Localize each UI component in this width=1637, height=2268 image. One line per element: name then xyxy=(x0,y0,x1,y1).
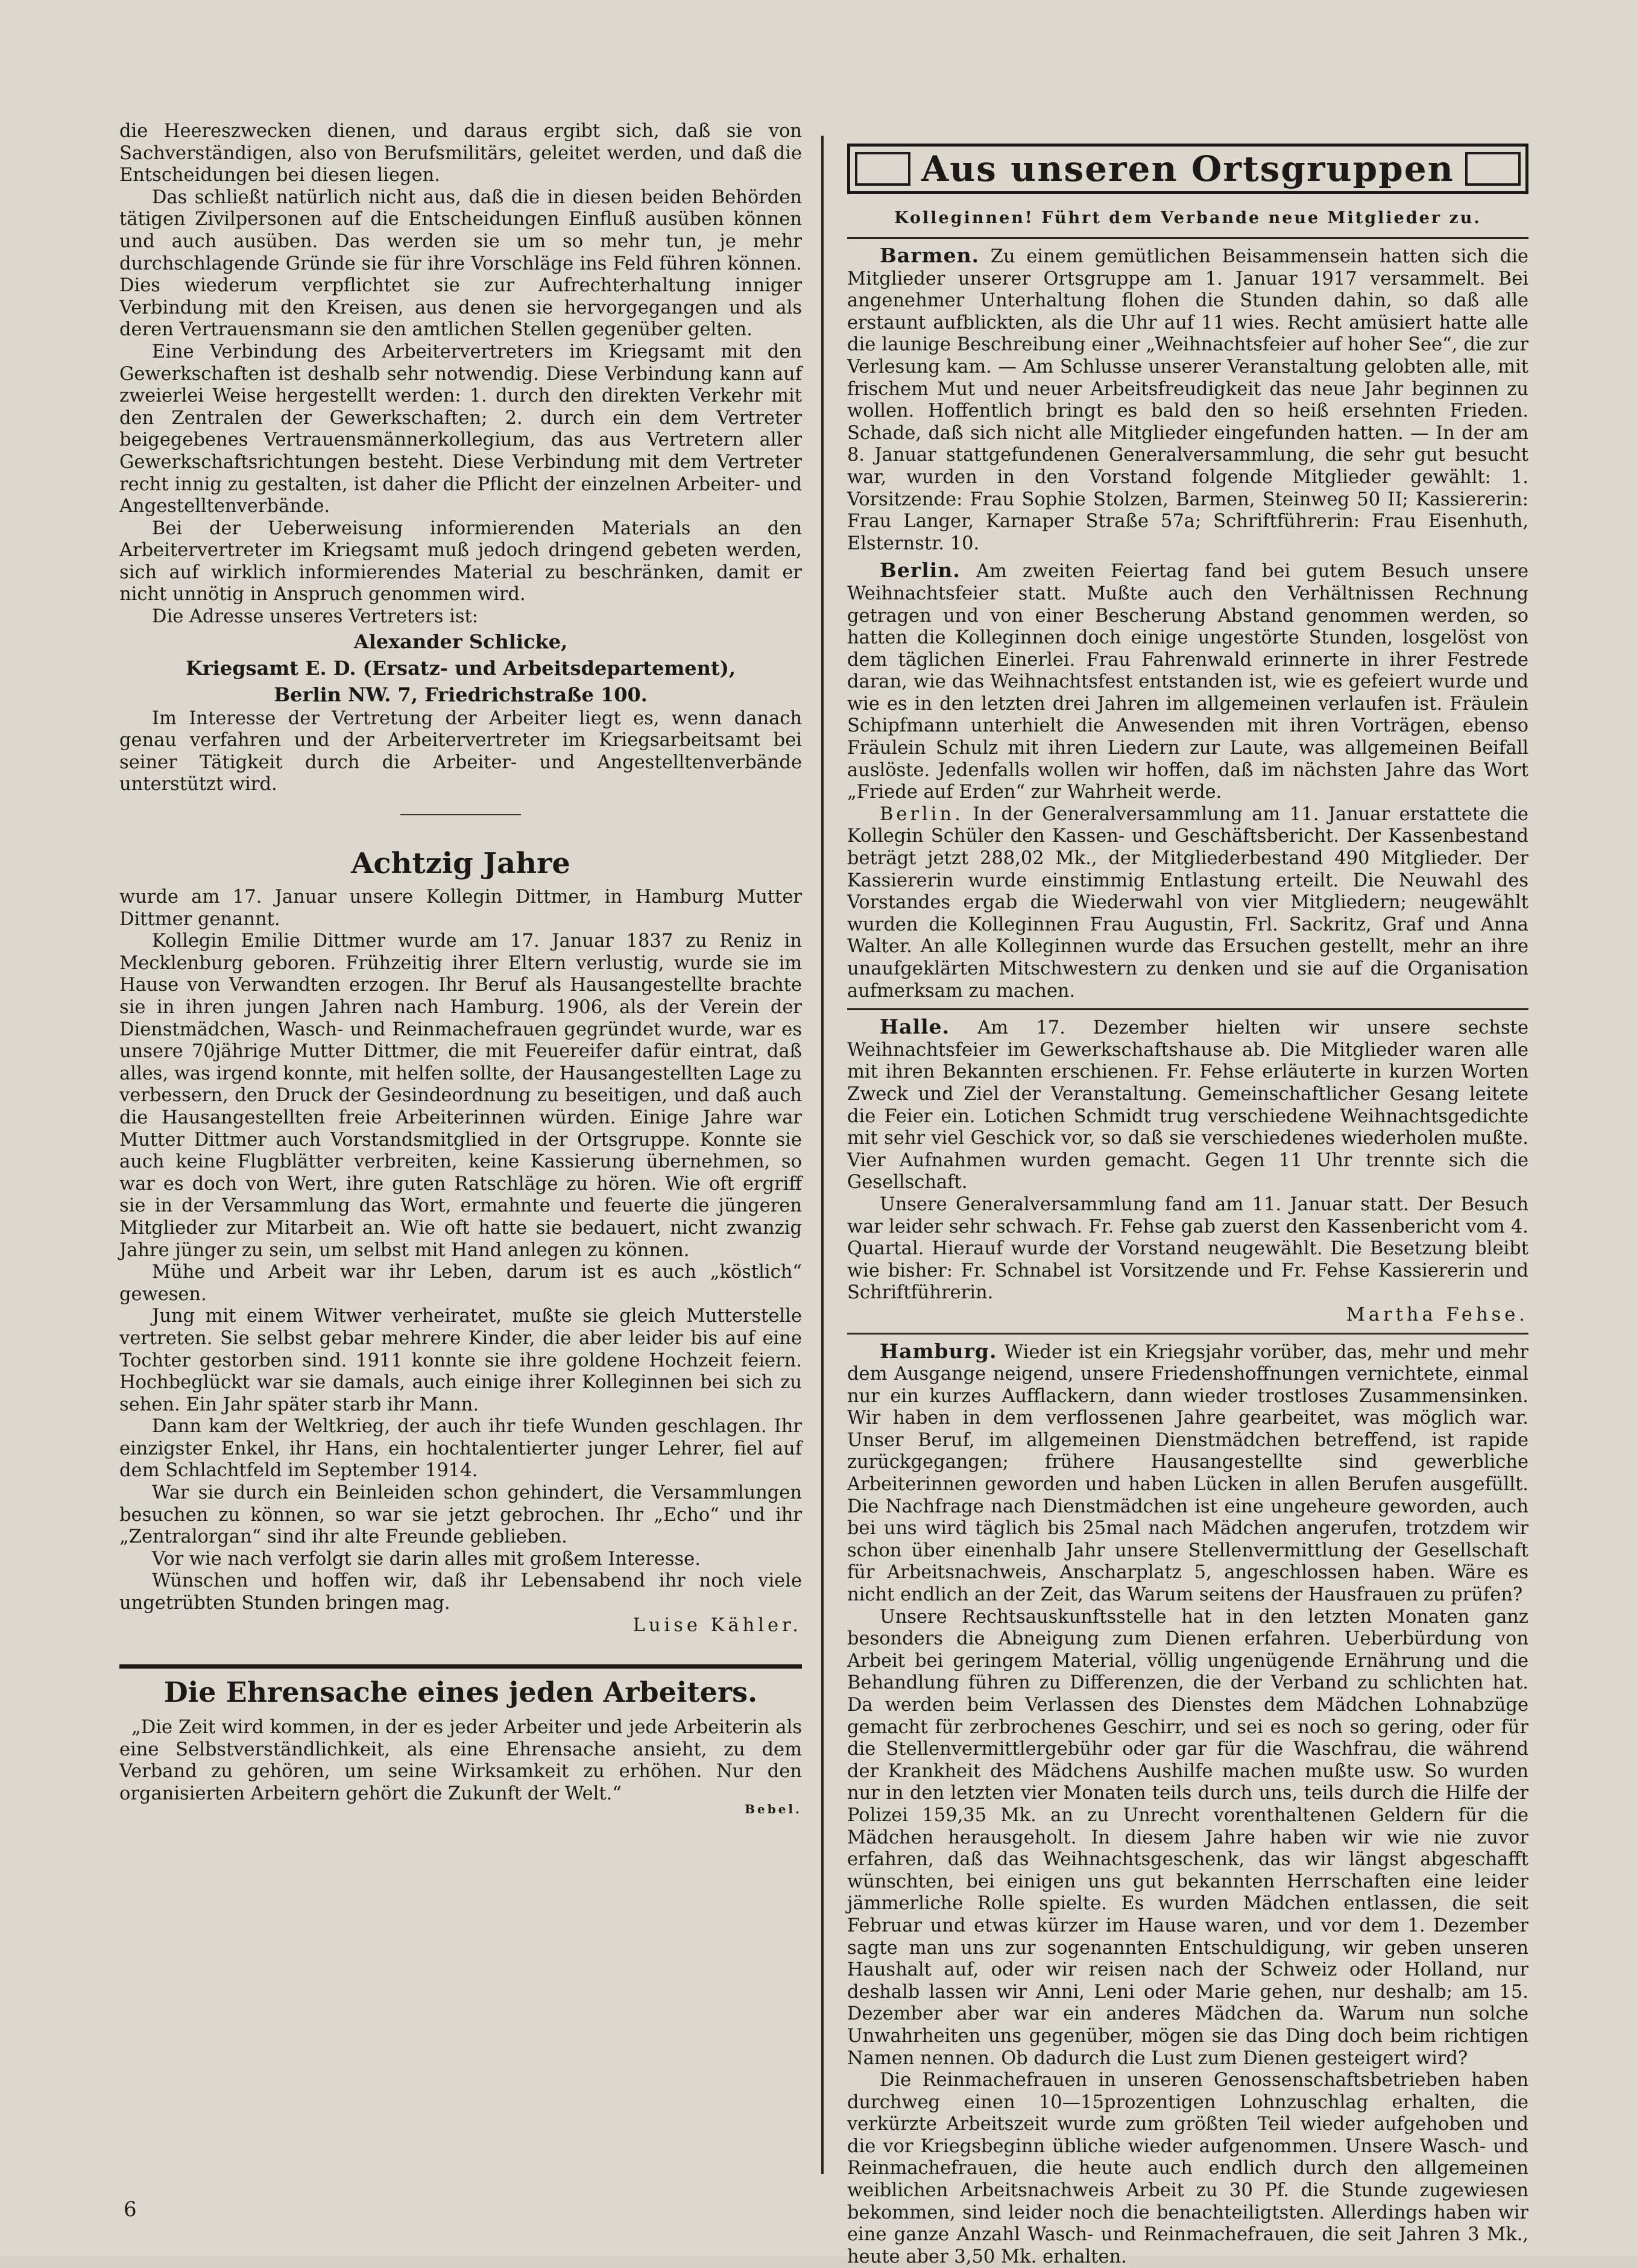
section-rule xyxy=(400,814,521,815)
address-street: Berlin NW. 7, Friedrichstraße 100. xyxy=(274,683,648,706)
address-office: Kriegsamt E. D. (Ersatz- und Arbeitsdepartement), xyxy=(186,656,736,680)
berlin-report-2 xyxy=(847,804,1528,1002)
achtzig-paragraph-4: Jung mit einem Witwer verheiratet, mußte sie gleich Mutterstelle vertreten. Sie selbst gebar mehrere Kinder, die aber leider bis auf eine Tochter gestorben sind. 1911 konnte sie ihre goldene Hochzeit feiern. Hochbeglückt war sie damals, auch einige ihrer Kolleginnen bei sich zu sehen. Ein Jahr später starb ihr Mann. xyxy=(119,1306,802,1415)
barmen-report xyxy=(847,245,1528,555)
intro-paragraph-4: Bei der Ueberweisung informierenden Materials an den Arbeitervertreter im Kriegsamt muß jedoch dringend gebeten werden, sich auf wirklich informierendes Material zu beschränken, damit er nicht unnötig in Anspruch genommen wird. xyxy=(119,517,802,605)
berlin-report xyxy=(847,560,1528,804)
berlin-text: Am zweiten Feiertag fand bei gutem Besuch unsere Weihnachtsfeier statt. Mußte auch den Verhältnissen Rechnung getragen und von einer Bescherung Abstand genommen werden, so hatten die Kolleginnen doch einige ungestörte Stunden, losgelöst von dem täglichen Einerlei. Frau Fahrenwald erinnerte in ihrer Festrede daran, wie das Weihnachtsfest entstanden ist, wie es gefeiert wurde und wie es in den letzten drei Jahren im allgemeinen verlaufen ist. Fräulein Schipfmann unterhielt die Anwesenden mit ihren Vorträgen, ebenso Fräulein Schulz mit ihren Liedern zur Laute, was allgemeinen Beifall auslöste. Jedenfalls wollen wir hoffen, daß im nächsten Jahre das Wort „Friede auf Erden“ zur Wahrheit werde. xyxy=(847,561,1528,803)
achtzig-paragraph-6: War sie durch ein Beinleiden schon gehindert, die Versammlungen besuchen zu können, so war sie jetzt gebrochen. Ihr „Echo“ und ihr „Zentralorgan“ sind ihr alte Freunde geblieben. xyxy=(119,1482,802,1548)
city-berlin-2: Berlin. xyxy=(880,803,964,825)
thick-rule xyxy=(119,1664,802,1669)
halle-text: Am 17. Dezember hielten wir unsere sechste Weihnachtsfeier im Gewerkschaftshause ab. Die Mitglieder waren alle mit ihren Bekannten erschienen. Fr. Fehse erläuterte in kurzen Worten Zweck und Ziel der Veranstaltung. Gemeinschaftlicher Gesang leitete die Feier ein. Lotichen Schmidt trug verschiedene Weihnachtsgedichte mit sehr viel Geschick vor, so daß sie verschiedenes wiederholen mußte. Vier Aufnahmen wurden gemacht. Gegen 11 Uhr trennte sich die Gesellschaft. xyxy=(847,1017,1528,1193)
halle-signature: Martha Fehse. xyxy=(1346,1304,1528,1325)
halle-report-2: Unsere Generalversammlung fand am 11. Januar statt. Der Besuch war leider sehr schwach. Fr. Fehse gab zuerst den Kassenbericht vom 4. Quartal. Hierauf wurde der Vorstand neugewählt. Die Besetzung bleibt wie bisher: Fr. Schnabel ist Vorsitzende und Fr. Fehse Kassiererin und Schriftführerin. xyxy=(847,1193,1528,1304)
hamburg-text: Wieder ist ein Kriegsjahr vorüber, das, mehr und mehr dem Ausgange neigend, unsere Friedenshoffnungen vernichtete, einmal nur ein kurzes Aufflackern, dann wieder trostloses Zusammensinken. Wir haben in dem verflossenen Jahre gearbeitet, was möglich war. Unser Beruf, im allgemeinen Dienstmädchen betreffend, ist rapide zurückgegangen; frühere Hausangestellte sind gewerbliche Arbeiterinnen geworden und haben Lücken in allen Berufen ausgefüllt. Die Nachfrage nach Dienstmädchen ist eine ungeheure geworden, auch bei uns wird täglich bis 25mal nach Mädchen angerufen, trotzdem wir schon über einenhalb Jahr unsere Stellenvermittlung der Gesellschaft für Arbeitsnachweis, Anscharplatz 5, angeschlossen haben. Wäre es nicht endlich an der Zeit, das Warum seitens der Hausfrauen zu prüfen? xyxy=(847,1341,1528,1606)
quote-text: „Die Zeit wird kommen, in der es jeder Arbeiter und jede Arbeiterin als eine Selbstverständlichkeit, als eine Ehrensache ansieht, zu dem Verband zu gehören, um seine Wirksamkeit zu erhöhen. Nur den organisierten Arbeitern gehört die Zukunft der Welt.“ xyxy=(119,1717,802,1804)
intro-paragraph-1: die Heereszwecken dienen, und daraus ergibt sich, daß sie von Sachverständigen, also von Berufsmilitärs, geleitet werden, und daß die Entscheidungen bei diesen liegen. xyxy=(119,121,802,186)
achtzig-paragraph-1: wurde am 17. Januar unsere Kollegin Dittmer, in Hamburg Mutter Dittmer genannt. xyxy=(119,886,802,930)
city-barmen: Barmen. xyxy=(880,244,980,267)
city-halle: Halle. xyxy=(880,1015,950,1039)
column-divider xyxy=(821,136,824,2174)
header-left-box xyxy=(855,152,910,186)
closing-paragraph: Im Interesse der Vertretung der Arbeiter liegt es, wenn danach genau verfahren und der Arbeitervertreter im Kriegsarbeitsamt bei seiner Tätigkeit durch die Arbeiter- und Angestelltenverbände unterstützt wird. xyxy=(119,707,802,795)
section-header-box xyxy=(847,144,1528,194)
achtzig-heading: Achtzig Jahre xyxy=(351,847,570,881)
intro-paragraph-5: Die Adresse unseres Vertreters ist: xyxy=(152,606,479,628)
slogan-rule xyxy=(847,237,1528,239)
berlin-text-2: In der Generalversammlung am 11. Januar erstattete die Kollegin Schüler den Kassen- und Geschäftsbericht. Der Kassenbestand beträgt jetzt 288,02 Mk., der Mitgliederbestand 490 Mitglieder. Der Kassiererin wurde einstimmig Entlastung erteilt. Die Neuwahl des Vorstandes ergab die Wiederwahl von vier Mitgliedern; neugewählt wurden die Kolleginnen Frau Augustin, Frl. Sackritz, Graf und Anna Walter. An alle Kolleginnen wurde das Ersuchen gestellt, mehr an ihre unaufgeklärten Mitschwestern zu denken und sie auf die Organisation aufmerksam zu machen. xyxy=(847,803,1528,1002)
bebel-quote xyxy=(119,1717,802,1805)
hamburg-paragraph-3: Die Reinmachefrauen in unseren Genossenschaftsbetrieben haben durchweg einen 10—15prozentigen Lohnzuschlag erhalten, die verkürzte Arbeitszeit wurde zum größten Teil wieder aufgehoben und die vor Kriegsbeginn übliche wieder aufgenommen. Unsere Wasch- und Reinmachefrauen, die heute auch endlich durch den allgemeinen weiblichen Arbeitsnachweis Arbeit zu 30 Pf. die Stunde zugewiesen bekommen, sind leider noch die benachteiligtsten. Allerdings haben wir eine ganze Anzahl Wasch- und Reinmachefrauen, die seit Jahren 3 Mk., heute aber 3,50 Mk. erhalten. xyxy=(847,2070,1528,2267)
hamburg-rule xyxy=(847,1333,1528,1335)
hamburg-paragraph-2: Unsere Rechtsauskunftsstelle hat in den letzten Monaten ganz besonders die Abneigung zum Dienen erfahren. Ueberbürdung von Arbeit bei geringem Material, völlig ungenügende Ernährung und die Behandlung führen zu Differenzen, die der Verband zu schlichten hat. Da werden beim Verlassen des Dienstes dem Mädchen Lohnabzüge gemacht für zerbrochenes Geschirr, und sei es noch so gering, oder für die Stellenvermittlergebühr oder gar für die Waschfrau, die während der Krankheit des Mädchens Aushilfe machen mußte usw. So wurden nur in den letzten vier Monaten teils durch uns, teils durch die Hilfe der Polizei 159,35 Mk. an zu Unrecht vorenthaltenen Geldern für die Mädchen herausgeholt. In diesem Jahre haben wir wie nie zuvor erfahren, daß das Weihnachtsgeschenk, das wir längst abgeschafft wünschten, bei einigen uns gut bekannten Herrschaften eine leider jämmerliche Rolle spielte. Es wurden Mädchen entlassen, die seit Februar und etwas kürzer im Hause waren, und vor dem 1. Dezember sagte man uns zur sogenannten Entschuldigung, wir geben unseren Haushalt auf, oder wir reisen nach der Schweiz oder Holland, nur deshalb lassen wir Anni, Leni oder Marie gehen, nur deshalb; am 15. Dezember aber war ein anderes Mädchen da. Warum nun solche Unwahrheiten uns gegenüber, mögen sie das Ding doch beim richtigen Namen nennen. Ob dadurch die Lust zum Dienen gesteigert wird? xyxy=(847,1606,1528,2069)
achtzig-paragraph-2: Kollegin Emilie Dittmer wurde am 17. Januar 1837 zu Reniz in Mecklenburg geboren. Frühzeitig ihrer Eltern verlustig, wurde sie im Hause von Verwandten erzogen. Ihr Beruf als Hausangestellte brachte sie in ihren jungen Jahren nach Hamburg. 1906, als der Verein der Dienstmädchen, Wasch- und Reinmachefrauen gegründet wurde, war es unsere 70jährige Mutter Dittmer, die mit Feuereifer dafür eintrat, daß alles, was irgend konnte, mit helfen sollte, der Hausangestellten Lage zu verbessern, den Druck der Gesindeordnung zu beseitigen, und daß auch die Hausangestellten freie Arbeiterinnen würden. Einige Jahre war Mutter Dittmer auch Vorstandsmitglied in der Ortsgruppe. Konnte sie auch keine Flugblätter verbreiten, keine Kassierung übernehmen, so war es doch von Wert, ihre guten Ratschläge zu hören. Wie oft ergriff sie in der Versammlung das Wort, ermahnte und feuerte die jüngeren Mitglieder zur Mitarbeit an. Wie oft hatte sie bedauert, nicht zwanzig Jahre jünger zu sein, um selbst mit Hand anlegen zu können. xyxy=(119,930,802,1261)
ehren-heading: Die Ehrensache eines jeden Arbeiters. xyxy=(163,1676,758,1709)
achtzig-paragraph-5: Dann kam der Weltkrieg, der auch ihr tiefe Wunden geschlagen. Ihr einzigster Enkel, ihr Hans, ein hochtalentierter junger Lehrer, fiel auf dem Schlachtfeld im September 1914. xyxy=(119,1416,802,1482)
barmen-text: Zu einem gemütlichen Beisammensein hatten sich die Mitglieder unserer Ortsgruppe am 1. Januar 1917 versammelt. Bei angenehmer Unterhaltung flohen die Stunden dahin, so daß alle erstaunt aufblickten, als die Uhr auf 11 wies. Recht amüsiert hatte alle die launige Beschreibung einer „Weihnachtsfeier auf hoher See“, die zur Verlesung kam. — Am Schlusse unserer Veranstaltung gelobten alle, mit frischem Mut und neuer Arbeitsfreudigkeit das neue Jahr beginnen zu wollen. Hoffentlich bringt es bald den so heiß ersehnten Frieden. Schade, daß sich nicht alle Mitglieder eingefunden hatten. — In der am 8. Januar stattgefundenen Generalversammlung, die sehr gut besucht war, wurden in den Vorstand folgende Mitglieder gewählt: 1. Vorsitzende: Frau Sophie Stolzen, Barmen, Steinweg 50 II; Kassiererin: Frau Langer, Karnaper Straße 57a; Schriftführerin: Frau Eisenhuth, Elsternstr. 10. xyxy=(847,246,1528,554)
address-name: Alexander Schlicke, xyxy=(353,630,568,653)
section-title: Aus unseren Ortsgruppen xyxy=(921,148,1454,189)
halle-report xyxy=(847,1016,1528,1194)
city-berlin: Berlin. xyxy=(880,558,960,583)
achtzig-paragraph-8: Wünschen und hoffen wir, daß ihr Lebensabend ihr noch viele ungetrübten Stunden bringen mag. xyxy=(119,1570,802,1614)
achtzig-paragraph-3: Mühe und Arbeit war ihr Leben, darum ist es auch „köstlich“ gewesen. xyxy=(119,1262,802,1305)
intro-paragraph-3: Eine Verbindung des Arbeitervertreters im Kriegsamt mit den Gewerkschaften ist deshalb sehr notwendig. Diese Verbindung kann auf zweierlei Weise hergestellt werden: 1. durch den direkten Verkehr mit den Zentralen der Gewerkschaften; 2. durch ein dem Vertreter beigegebenes Vertrauensmännerkollegium, das aus Vertretern aller Gewerkschaftsrichtungen besteht. Diese Verbindung mit dem Vertreter recht innig zu gestalten, ist daher die Pflicht der einzelnen Arbeiter- und Angestelltenverbände. xyxy=(119,341,802,517)
left-column xyxy=(119,121,802,1816)
page-number: 6 xyxy=(124,2197,137,2222)
achtzig-signature: Luise Kähler. xyxy=(632,1614,802,1636)
hamburg-report xyxy=(847,1341,1528,1606)
header-right-box xyxy=(1465,152,1521,186)
slogan: Kolleginnen! Führt dem Verbande neue Mitglieder zu. xyxy=(894,209,1481,227)
achtzig-paragraph-7: Vor wie nach verfolgt sie darin alles mit großem Interesse. xyxy=(152,1548,701,1570)
intro-paragraph-2: Das schließt natürlich nicht aus, daß die in diesen beiden Behörden tätigen Zivilpersonen auf die Entscheidungen Einfluß ausüben können und auch ausüben. Das werden sie um so mehr tun, je mehr durchschlagende Gründe sie für ihre Vorschläge ins Feld führen können. Dies wiederum verpflichtet sie zur Aufrechterhaltung inniger Verbindung mit den Kreisen, aus denen sie hervorgegangen und als deren Vertrauensmann sie den amtlichen Stellen gegenüber gelten. xyxy=(119,186,802,341)
right-column xyxy=(847,144,1528,2268)
city-hamburg: Hamburg. xyxy=(880,1339,997,1363)
quote-author: Bebel. xyxy=(745,1801,802,1816)
halle-rule xyxy=(847,1008,1528,1010)
